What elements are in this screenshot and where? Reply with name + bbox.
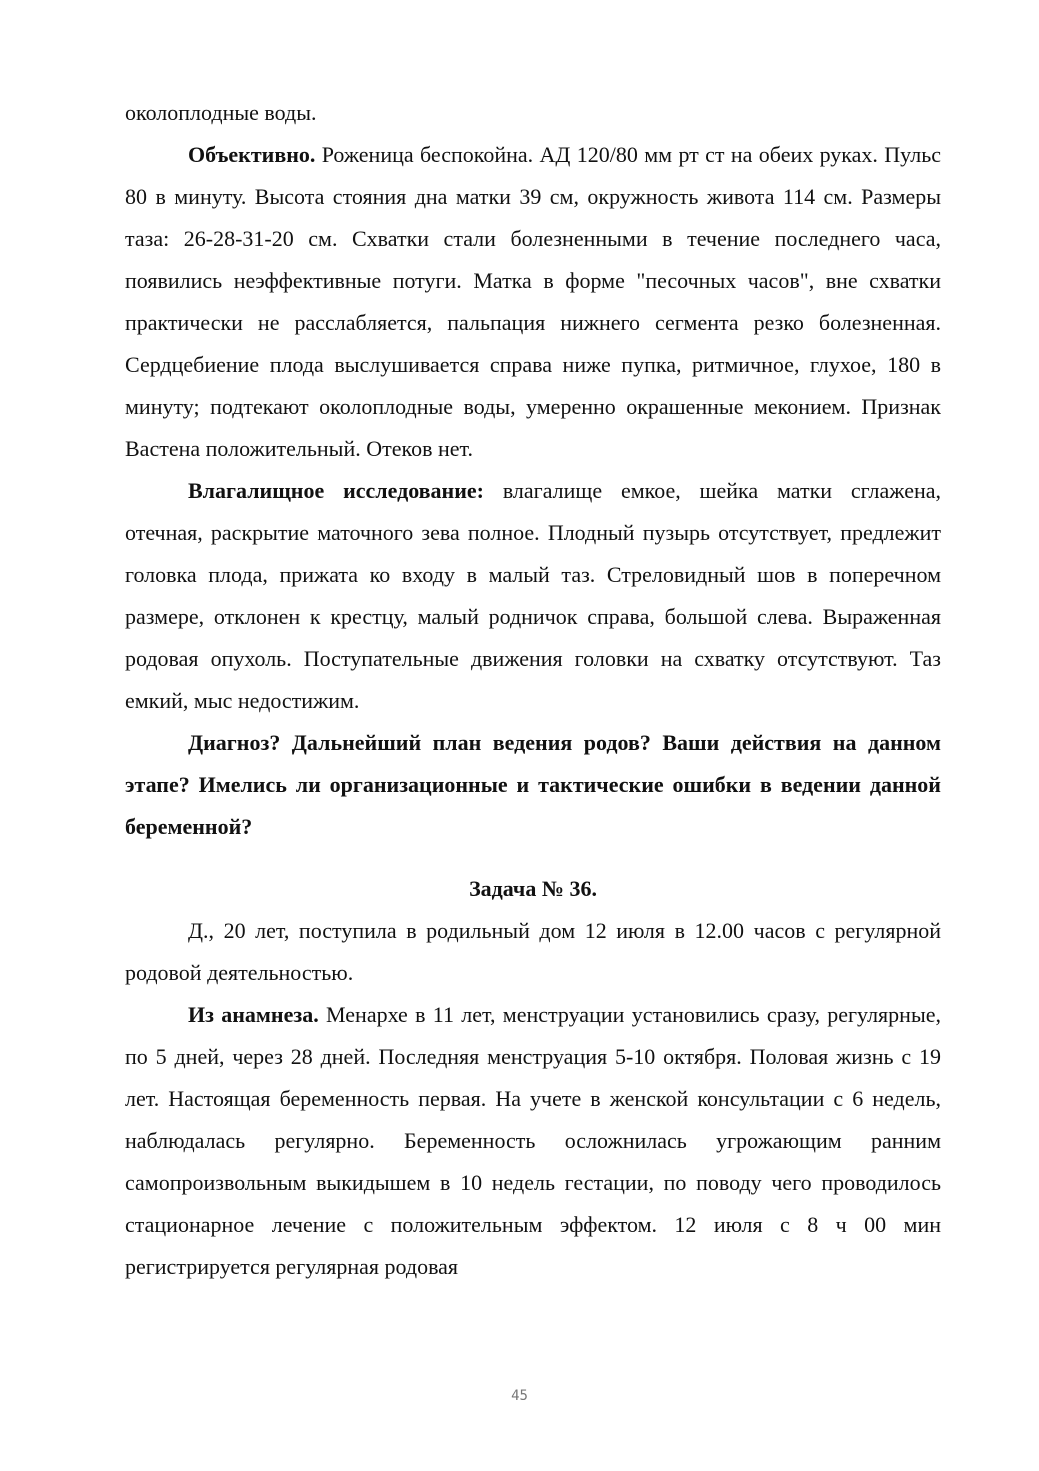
paragraph-text: Менархе в 11 лет, менструации установились сразу, регулярные, по 5 дней, через 28 дней. Последняя менструация 5-10 октября. Половая жизнь с 19 лет. Настоящая беременность первая. На учете в женской консультации с 6 недель, наблюдалась регулярно. Беременность осложнилась угрожающим ранним самопроизвольным выкидышем в 10 недель гестации, по поводу чего проводилось стационарное лечение с положительным эффектом. 12 июля с 8 ч 00 мин регистрируется регулярная родовая <box>125 1002 941 1279</box>
paragraph-anamnesis <box>125 994 941 1288</box>
paragraph-text: Роженица беспокойна. АД 120/80 мм рт ст на обеих руках. Пульс 80 в минуту. Высота стояния дна матки 39 см, окружность живота 114 см. Размеры таза: 26-28-31-20 см. Схватки стали болезненными в течение последнего часа, появились неэффективные потуги. Матка в форме "песочных часов", вне схватки практически не расслабляется, пальпация нижнего сегмента резко болезненная. Сердцебиение плода выслушивается справа ниже пупка, ритмичное, глухое, 180 в минуту; подтекают околоплодные воды, умеренно окрашенные меконием. Признак Вастена положительный. Отеков нет. <box>125 142 941 461</box>
task-heading <box>125 868 941 910</box>
paragraph-text: Диагноз? Дальнейший план ведения родов? Ваши действия на данном этапе? Имелись ли организационные и тактические ошибки в ведении данной беременной? <box>125 730 941 839</box>
paragraph-text: влагалище емкое, шейка матки сглажена, отечная, раскрытие маточного зева полное. Плодный пузырь отсутствует, предлежит головка плода, прижата ко входу в малый таз. Стреловидный шов в поперечном размере, отклонен к крестцу, малый родничок справа, большой слева. Выраженная родовая опухоль. Поступательные движения головки на схватку отсутствуют. Таз емкий, мыс недостижим. <box>125 478 941 713</box>
paragraph-lead: Влагалищное исследование: <box>188 478 484 503</box>
paragraph-text: Д., 20 лет, поступила в родильный дом 12 июля в 12.00 часов с регулярной родовой деятельностью. <box>125 918 941 985</box>
paragraph-questions <box>125 722 941 848</box>
paragraph-lead: Из анамнеза. <box>188 1002 319 1027</box>
heading-text: Задача № 36. <box>469 876 597 901</box>
paragraph-continuation <box>125 92 941 134</box>
paragraph-lead: Объективно. <box>188 142 316 167</box>
document-page <box>125 92 941 1288</box>
paragraph-vaginal-exam <box>125 470 941 722</box>
paragraph-admission <box>125 910 941 994</box>
page-number: 45 <box>511 1388 528 1404</box>
paragraph-text: околоплодные воды. <box>125 100 317 125</box>
paragraph-objective <box>125 134 941 470</box>
